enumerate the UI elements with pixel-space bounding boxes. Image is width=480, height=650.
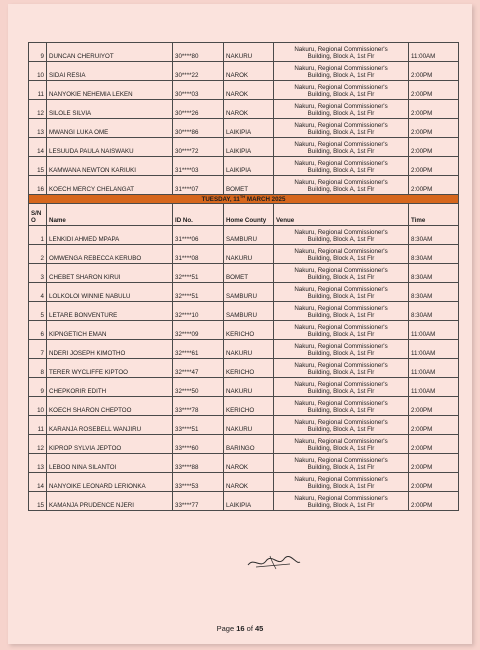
row-time: 2:00PM — [409, 492, 459, 511]
venue-line-1: Nakuru, Regional Commissioner's — [294, 228, 388, 236]
row-venue — [274, 81, 409, 100]
row-time: 11:00AM — [409, 359, 459, 378]
row-sn: 12 — [29, 100, 47, 119]
row-id: 30****80 — [173, 43, 224, 62]
row-venue — [274, 226, 409, 245]
row-name: KOECH SHARON CHEPTOO — [47, 397, 173, 416]
row-sn: 8 — [29, 359, 47, 378]
row-name: KAMWANA NEWTON KARIUKI — [47, 157, 173, 176]
header-venue: Venue — [274, 204, 409, 226]
row-name: KAMANJA PRUDENCE NJERI — [47, 492, 173, 511]
venue-line-1: Nakuru, Regional Commissioner's — [294, 159, 388, 167]
row-sn: 4 — [29, 283, 47, 302]
venue-line-2: Building, Block A, 1st Flr — [307, 312, 375, 320]
row-venue — [274, 454, 409, 473]
row-name: KIPROP SYLVIA JEPTOO — [47, 435, 173, 454]
row-name: CHEBET SHARON KIRUI — [47, 264, 173, 283]
venue-line-2: Building, Block A, 1st Flr — [307, 166, 375, 174]
row-county: LAIKIPIA — [224, 138, 274, 157]
row-county: BOMET — [224, 264, 274, 283]
row-sn: 13 — [29, 119, 47, 138]
venue-line-1: Nakuru, Regional Commissioner's — [294, 140, 388, 148]
table-row — [29, 245, 459, 264]
table-row — [29, 264, 459, 283]
venue-line-2: Building, Block A, 1st Flr — [307, 502, 375, 510]
row-name: KARANJA ROSEBELL WANJIRU — [47, 416, 173, 435]
day-banner: TUESDAY, 11TH MARCH 2025 — [29, 195, 459, 204]
row-id: 32****47 — [173, 359, 224, 378]
row-county: SAMBURU — [224, 302, 274, 321]
row-id: 31****03 — [173, 157, 224, 176]
row-id: 31****07 — [173, 176, 224, 195]
table-row — [29, 454, 459, 473]
row-venue — [274, 264, 409, 283]
row-venue — [274, 138, 409, 157]
row-sn: 6 — [29, 321, 47, 340]
row-venue — [274, 176, 409, 195]
row-time: 8:30AM — [409, 302, 459, 321]
row-county: BARINGO — [224, 435, 274, 454]
row-id: 31****06 — [173, 226, 224, 245]
row-name: LETARE BONVENTURE — [47, 302, 173, 321]
venue-line-1: Nakuru, Regional Commissioner's — [294, 178, 388, 186]
row-sn: 12 — [29, 435, 47, 454]
row-sn: 7 — [29, 340, 47, 359]
venue-line-2: Building, Block A, 1st Flr — [307, 90, 375, 98]
row-county: NAKURU — [224, 416, 274, 435]
table-row — [29, 492, 459, 511]
venue-line-1: Nakuru, Regional Commissioner's — [294, 399, 388, 407]
venue-line-1: Nakuru, Regional Commissioner's — [294, 266, 388, 274]
row-time: 11:00AM — [409, 340, 459, 359]
row-venue — [274, 283, 409, 302]
venue-line-2: Building, Block A, 1st Flr — [307, 407, 375, 415]
row-name: LOLKOLOI WINNIE NABULU — [47, 283, 173, 302]
header-id: ID No. — [173, 204, 224, 226]
row-sn: 15 — [29, 492, 47, 511]
table-row — [29, 62, 459, 81]
row-venue — [274, 435, 409, 454]
venue-line-2: Building, Block A, 1st Flr — [307, 236, 375, 244]
top-rows — [29, 43, 459, 195]
table-row — [29, 473, 459, 492]
row-sn: 9 — [29, 378, 47, 397]
row-name: LEBOO NINA SILANTOI — [47, 454, 173, 473]
row-time: 2:00PM — [409, 62, 459, 81]
row-venue — [274, 302, 409, 321]
row-county: LAIKIPIA — [224, 119, 274, 138]
venue-line-2: Building, Block A, 1st Flr — [307, 445, 375, 453]
table-row — [29, 176, 459, 195]
row-sn: 11 — [29, 81, 47, 100]
header-row — [29, 204, 459, 226]
row-time: 11:00AM — [409, 43, 459, 62]
venue-line-1: Nakuru, Regional Commissioner's — [294, 285, 388, 293]
row-name: NANYOKIE NEHEMIA LEKEN — [47, 81, 173, 100]
row-name: MWANGI LUKA OME — [47, 119, 173, 138]
venue-line-2: Building, Block A, 1st Flr — [307, 388, 375, 396]
row-venue — [274, 43, 409, 62]
bottom-rows — [29, 226, 459, 511]
row-venue — [274, 119, 409, 138]
row-id: 30****22 — [173, 62, 224, 81]
row-county: NAROK — [224, 62, 274, 81]
row-county: NAKURU — [224, 340, 274, 359]
row-time: 2:00PM — [409, 473, 459, 492]
row-id: 30****72 — [173, 138, 224, 157]
row-name: OMWENGA REBECCA KERUBO — [47, 245, 173, 264]
row-id: 30****86 — [173, 119, 224, 138]
row-time: 11:00AM — [409, 378, 459, 397]
row-id: 30****26 — [173, 100, 224, 119]
row-county: KERICHO — [224, 321, 274, 340]
venue-line-2: Building, Block A, 1st Flr — [307, 293, 375, 301]
row-id: 33****51 — [173, 416, 224, 435]
row-id: 33****88 — [173, 454, 224, 473]
row-county: SAMBURU — [224, 283, 274, 302]
row-time: 8:30AM — [409, 283, 459, 302]
row-county: NAROK — [224, 454, 274, 473]
row-county: KERICHO — [224, 397, 274, 416]
row-time: 8:30AM — [409, 245, 459, 264]
row-id: 32****50 — [173, 378, 224, 397]
venue-line-2: Building, Block A, 1st Flr — [307, 255, 375, 263]
venue-line-2: Building, Block A, 1st Flr — [307, 369, 375, 377]
row-sn: 14 — [29, 473, 47, 492]
table-row — [29, 340, 459, 359]
row-time: 8:30AM — [409, 226, 459, 245]
row-sn: 14 — [29, 138, 47, 157]
table-row — [29, 416, 459, 435]
venue-line-1: Nakuru, Regional Commissioner's — [294, 475, 388, 483]
row-id: 32****61 — [173, 340, 224, 359]
table-row — [29, 119, 459, 138]
venue-line-1: Nakuru, Regional Commissioner's — [294, 456, 388, 464]
row-venue — [274, 245, 409, 264]
row-name: CHEPKORIR EDITH — [47, 378, 173, 397]
row-time: 2:00PM — [409, 100, 459, 119]
venue-line-2: Building, Block A, 1st Flr — [307, 274, 375, 282]
venue-line-1: Nakuru, Regional Commissioner's — [294, 102, 388, 110]
row-sn: 5 — [29, 302, 47, 321]
table-row — [29, 359, 459, 378]
row-time: 2:00PM — [409, 176, 459, 195]
table-row — [29, 100, 459, 119]
row-venue — [274, 321, 409, 340]
row-venue — [274, 157, 409, 176]
row-county: LAIKIPIA — [224, 492, 274, 511]
row-venue — [274, 340, 409, 359]
row-name: SIDAI RESIA — [47, 62, 173, 81]
row-county: SAMBURU — [224, 226, 274, 245]
table-row — [29, 435, 459, 454]
row-venue — [274, 492, 409, 511]
row-sn: 10 — [29, 397, 47, 416]
schedule-table — [28, 42, 459, 511]
venue-line-1: Nakuru, Regional Commissioner's — [294, 45, 388, 53]
venue-line-2: Building, Block A, 1st Flr — [307, 483, 375, 491]
row-id: 32****09 — [173, 321, 224, 340]
header-county: Home County — [224, 204, 274, 226]
row-county: NAKURU — [224, 378, 274, 397]
row-venue — [274, 473, 409, 492]
row-id: 32****51 — [173, 283, 224, 302]
row-sn: 9 — [29, 43, 47, 62]
page-footer: Page 16 of 45 — [216, 624, 264, 633]
row-county: NAROK — [224, 100, 274, 119]
row-id: 33****77 — [173, 492, 224, 511]
row-name: NANYOIKE LEONARD LERIONKA — [47, 473, 173, 492]
table-row — [29, 226, 459, 245]
row-sn: 13 — [29, 454, 47, 473]
row-time: 2:00PM — [409, 416, 459, 435]
venue-line-2: Building, Block A, 1st Flr — [307, 52, 375, 60]
venue-line-1: Nakuru, Regional Commissioner's — [294, 380, 388, 388]
row-sn: 10 — [29, 62, 47, 81]
row-venue — [274, 416, 409, 435]
row-name: KIPNGETICH EMAN — [47, 321, 173, 340]
row-county: NAKURU — [224, 245, 274, 264]
venue-line-2: Building, Block A, 1st Flr — [307, 128, 375, 136]
row-time: 11:00AM — [409, 321, 459, 340]
row-time: 2:00PM — [409, 138, 459, 157]
row-name: SILOLE SILVIA — [47, 100, 173, 119]
row-venue — [274, 100, 409, 119]
row-id: 31****08 — [173, 245, 224, 264]
row-time: 2:00PM — [409, 397, 459, 416]
row-county: NAROK — [224, 473, 274, 492]
row-name: NDERI JOSEPH KIMOTHO — [47, 340, 173, 359]
row-id: 30****03 — [173, 81, 224, 100]
row-sn: 11 — [29, 416, 47, 435]
venue-line-1: Nakuru, Regional Commissioner's — [294, 121, 388, 129]
row-name: LENKIDI AHMED MPAPA — [47, 226, 173, 245]
row-id: 32****51 — [173, 264, 224, 283]
venue-line-1: Nakuru, Regional Commissioner's — [294, 418, 388, 426]
table-row — [29, 302, 459, 321]
venue-line-1: Nakuru, Regional Commissioner's — [294, 494, 388, 502]
venue-line-2: Building, Block A, 1st Flr — [307, 331, 375, 339]
day-banner-row — [29, 195, 459, 204]
venue-line-1: Nakuru, Regional Commissioner's — [294, 83, 388, 91]
venue-line-2: Building, Block A, 1st Flr — [307, 71, 375, 79]
row-time: 2:00PM — [409, 435, 459, 454]
venue-line-1: Nakuru, Regional Commissioner's — [294, 342, 388, 350]
row-venue — [274, 378, 409, 397]
row-name: LESUUDA PAULA NAISWAKU — [47, 138, 173, 157]
row-time: 8:30AM — [409, 264, 459, 283]
row-county: LAIKIPIA — [224, 157, 274, 176]
row-sn: 3 — [29, 264, 47, 283]
table-row — [29, 397, 459, 416]
row-id: 33****78 — [173, 397, 224, 416]
row-county: NAROK — [224, 81, 274, 100]
header-name: Name — [47, 204, 173, 226]
venue-line-2: Building, Block A, 1st Flr — [307, 350, 375, 358]
row-sn: 2 — [29, 245, 47, 264]
venue-line-2: Building, Block A, 1st Flr — [307, 464, 375, 472]
row-venue — [274, 397, 409, 416]
row-county: BOMET — [224, 176, 274, 195]
header-sn: S/N O — [29, 204, 47, 226]
venue-line-1: Nakuru, Regional Commissioner's — [294, 361, 388, 369]
row-county: KERICHO — [224, 359, 274, 378]
row-name: KOECH MERCY CHELANGAT — [47, 176, 173, 195]
venue-line-2: Building, Block A, 1st Flr — [307, 109, 375, 117]
row-time: 2:00PM — [409, 119, 459, 138]
row-id: 33****53 — [173, 473, 224, 492]
table-row — [29, 283, 459, 302]
signature-scribble — [246, 553, 302, 571]
table-row — [29, 81, 459, 100]
row-county: NAKURU — [224, 43, 274, 62]
venue-line-1: Nakuru, Regional Commissioner's — [294, 304, 388, 312]
venue-line-1: Nakuru, Regional Commissioner's — [294, 437, 388, 445]
row-sn: 1 — [29, 226, 47, 245]
venue-line-2: Building, Block A, 1st Flr — [307, 426, 375, 434]
table-row — [29, 43, 459, 62]
row-venue — [274, 359, 409, 378]
venue-line-2: Building, Block A, 1st Flr — [307, 147, 375, 155]
row-sn: 15 — [29, 157, 47, 176]
table-row — [29, 321, 459, 340]
venue-line-1: Nakuru, Regional Commissioner's — [294, 323, 388, 331]
row-name: DUNCAN CHERUIYOT — [47, 43, 173, 62]
venue-line-1: Nakuru, Regional Commissioner's — [294, 64, 388, 72]
table-row — [29, 138, 459, 157]
row-time: 2:00PM — [409, 81, 459, 100]
table-row — [29, 157, 459, 176]
row-id: 32****10 — [173, 302, 224, 321]
row-sn: 16 — [29, 176, 47, 195]
table-row — [29, 378, 459, 397]
row-venue — [274, 62, 409, 81]
row-id: 33****60 — [173, 435, 224, 454]
row-name: TERER WYCLIFFE KIPTOO — [47, 359, 173, 378]
venue-line-2: Building, Block A, 1st Flr — [307, 185, 375, 193]
venue-line-1: Nakuru, Regional Commissioner's — [294, 247, 388, 255]
header-time: Time — [409, 204, 459, 226]
row-time: 2:00PM — [409, 157, 459, 176]
row-time: 2:00PM — [409, 454, 459, 473]
